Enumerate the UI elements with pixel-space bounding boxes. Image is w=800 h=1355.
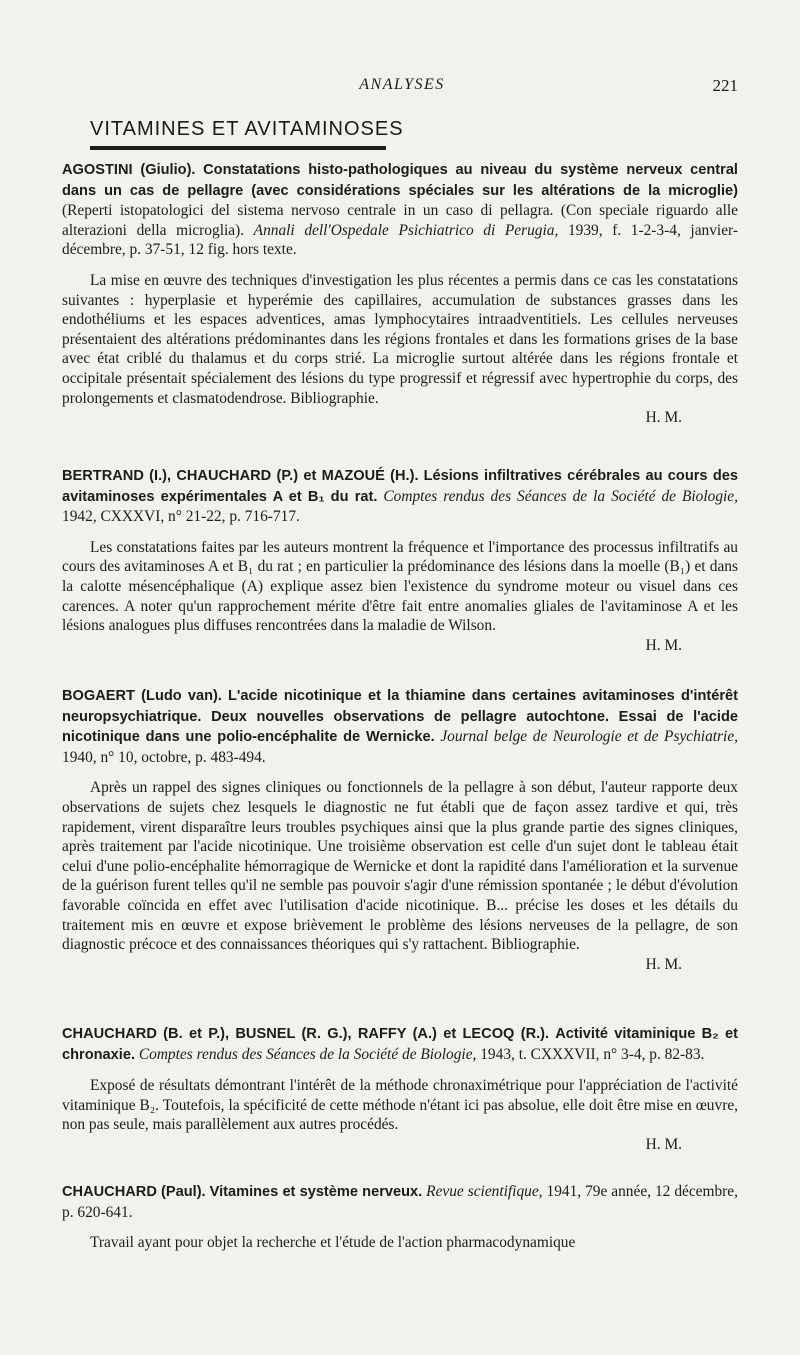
section-title: VITAMINES ET AVITAMINOSES — [90, 118, 404, 140]
entry-journal: Comptes rendus des Séances de la Société de Biologie, — [383, 487, 738, 505]
entry-title: L'acide nicotinique et la thiamine dans certaines avitaminoses d'intérêt neuropsychiatrique. Deux nouvelles observations de pellagre autochtone. Essai de l'acide nicotinique dans une polio-encéphalite de Wernicke. — [62, 688, 738, 746]
entry-authors: AGOSTINI (Giulio). — [62, 162, 196, 178]
reference — [62, 160, 738, 260]
entry-initials: H. M. — [645, 409, 682, 427]
entry-bertrand — [62, 466, 738, 656]
entry-agostini — [62, 160, 738, 428]
entry-citation: 1942, CXXXVI, n° 21-22, p. 716-717. — [62, 508, 300, 526]
entry-initials: H. M. — [645, 1135, 682, 1153]
page-number: 221 — [712, 76, 738, 95]
entry-title: Lésions infiltratives cérébrales au cours des avitaminoses expérimentales A et B₁ du rat. — [62, 468, 738, 505]
entry-citation: 1940, n° 10, octobre, p. 483-494. — [62, 748, 266, 766]
entry-abstract: Exposé de résultats démontrant l'intérêt de la méthode chronaximétrique pour l'appréciation de l'activité vitaminique B₂. Toutefois, la spécificité de cette méthode n'étant ici pas absolue, elle doit être mise en œuvre, non pas seule, mais parallèlement aux autres procédés. — [62, 1077, 738, 1134]
entry-chauchard-paul — [62, 1182, 738, 1253]
reference — [62, 686, 738, 767]
entry-title: Constatations histo-pathologiques au niveau du système nerveux central dans un cas de pellagre (avec considérations spéciales sur les altérations de la microglie) — [62, 162, 738, 199]
running-header — [62, 76, 738, 100]
reference — [62, 1024, 738, 1065]
entry-journal: Annali dell'Ospedale Psichiatrico di Perugia, — [253, 221, 559, 239]
section-title-rule — [90, 146, 386, 150]
entry-authors: BOGAERT (Ludo van). — [62, 688, 222, 704]
entry-initials: H. M. — [645, 955, 682, 973]
entry-title: Vitamines et système nerveux. — [209, 1184, 423, 1200]
entry-abstract: La mise en œuvre des techniques d'investigation les plus récentes a permis dans ce cas les constatations suivantes : hyperplasie et hyperémie des capillaires, accumulation de substances grasses dans les endothéliums et les espaces adventices, amas lymphocytaires intraadventitiels. Les cellules nerveuses présentaient des altérations prédominantes dans les régions frontales et dans les formations grises de la base avec état criblé du thalamus et du corps strié. La microglie surtout altérée dans les régions frontale et occipitale présentait spécialement des lésions du type progressif et régressif avec hypertrophie du corps, des prolongements et clasmatodendrose. Bibliographie. — [62, 271, 738, 407]
entry-citation: 1943, t. CXXXVII, n° 3-4, p. 82-83. — [480, 1045, 705, 1063]
entry-bogaert — [62, 686, 738, 975]
entry-authors: BERTRAND (I.), CHAUCHARD (P.) et MAZOUÉ (H.). — [62, 468, 419, 484]
entry-chauchard-busnel — [62, 1024, 738, 1155]
entry-authors: CHAUCHARD (Paul). — [62, 1184, 206, 1200]
entry-journal: Comptes rendus des Séances de la Société de Biologie, — [138, 1045, 477, 1063]
entry-citation: 1941, 79e année, 12 décembre, p. 620-641. — [62, 1183, 738, 1221]
entry-journal: Revue scientifique, — [426, 1183, 543, 1200]
entry-original-title: (Reperti istopatologici del sistema nervoso centrale in un caso di pellagra. (Con speciale riguardo alle alterazioni della microglia). — [62, 202, 738, 239]
entry-abstract: Après un rappel des signes cliniques ou fonctionnels de la pellagre à son début, l'auteur rapporte deux observations de sujets chez lesquels le diagnostic ne fut établi que de façon assez tardive et qui, très rapidement, virent disparaître leurs troubles psychiques ainsi que la plus grande partie des signes cliniques, après traitement par l'acide nicotinique. Une troisième observation est celle d'un sujet dont le tableau était celui d'une polio-encéphalite hémorragique de Wernicke et dont la rapidité dans l'amélioration et la survenue de la guérison furent telles qu'il ne semble pas pouvoir s'agir d'une rémission spontanée ; le début d'évolution favorable coïncida en effet avec l'utilisation d'acide nicotinique. B... précise les doses et les détails du traitement mis en œuvre et expose brièvement le problème des lésions nerveuses de la pellagre, de son diagnostic précoce et des connaissances théoriques qui s'y rattachent. Bibliographie. — [62, 779, 738, 954]
running-title: ANALYSES — [359, 76, 445, 93]
entry-journal: Journal belge de Neurologie et de Psychiatrie, — [440, 728, 739, 746]
entry-abstract: Travail ayant pour objet la recherche et l'étude de l'action pharmacodynamique — [90, 1234, 576, 1252]
reference — [62, 1182, 738, 1222]
entry-citation: 1939, f. 1-2-3-4, janvier-décembre, p. 37-51, 12 fig. hors texte. — [62, 221, 738, 259]
reference — [62, 466, 738, 527]
entry-abstract: Les constatations faites par les auteurs montrent la fréquence et l'importance des processus infiltratifs au cours des avitaminoses A et B₁ du rat ; en particulier la prédominance des lésions dans la moelle (B₁) et dans la calotte mésencéphalique (A) explique assez bien l'existence du syndrome moteur ou visuel dans ces carences. A noter qu'un rapprochement mérite d'être fait entre anomalies gliales de l'avitaminose A et les lésions analogues plus diffuses rencontrées dans la maladie de Wilson. — [62, 538, 738, 635]
entry-title: Activité vitaminique B₂ et chronaxie. — [62, 1026, 738, 1063]
entry-authors: CHAUCHARD (B. et P.), BUSNEL (R. G.), RAFFY (A.) et LECOQ (R.). — [62, 1026, 550, 1042]
entry-initials: H. M. — [645, 636, 682, 654]
